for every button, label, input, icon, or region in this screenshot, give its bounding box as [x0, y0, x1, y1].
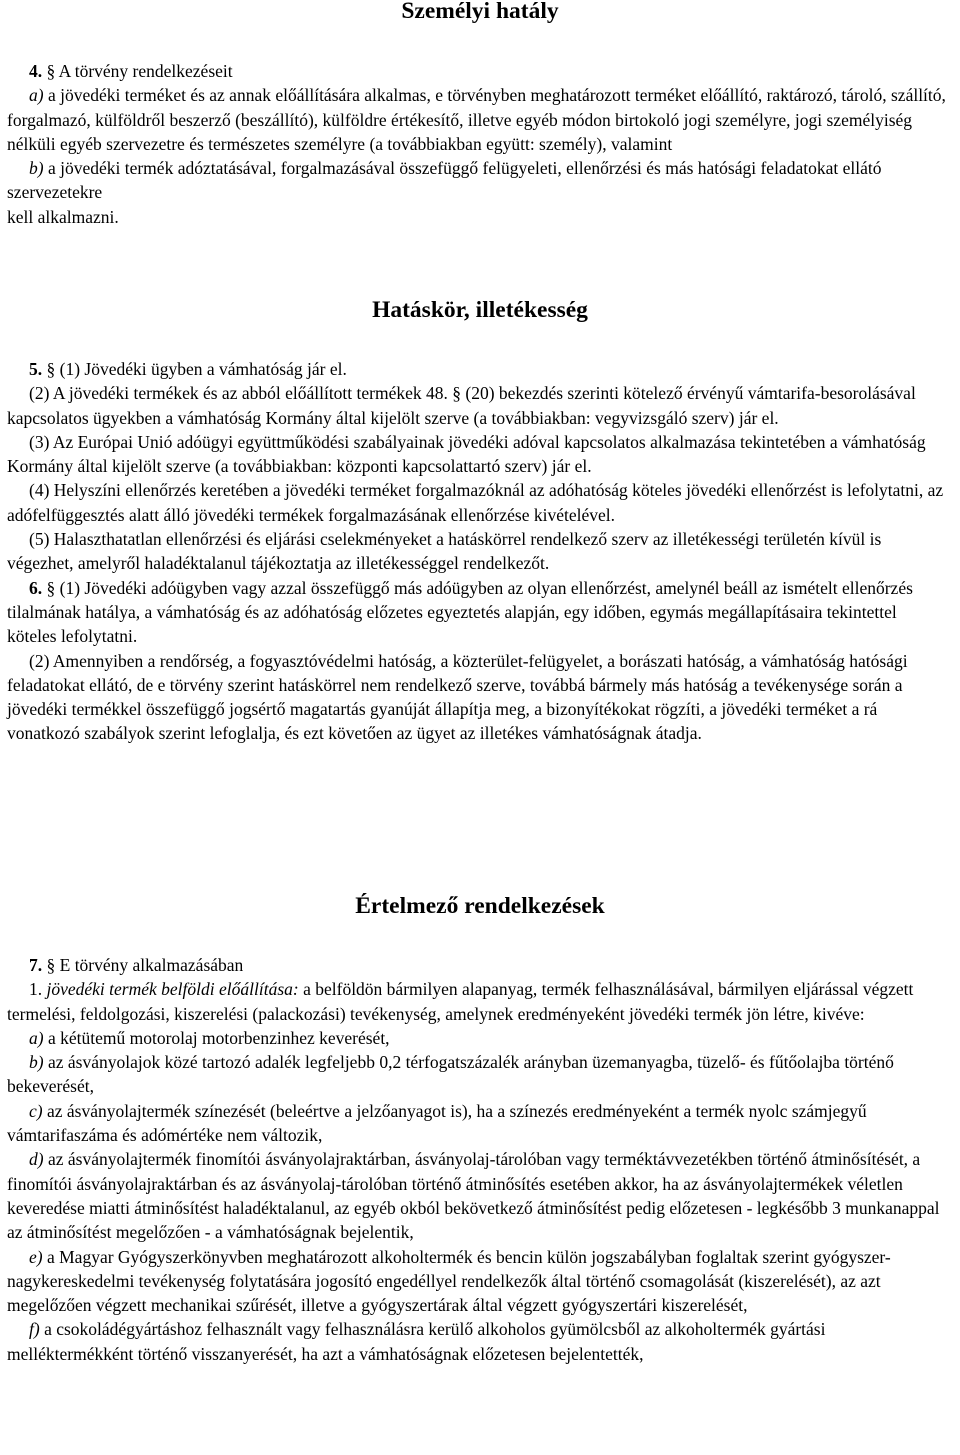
point-label: c): [29, 1100, 43, 1121]
section-4-point-b: b) a jövedéki termék adóztatásával, forgalmazásával összefüggő felügyeleti, ellenőrzési és más hatósági feladatokat ellátó szervezetekre: [7, 158, 882, 203]
definition-1-point-e: e) a Magyar Gyógyszerkönyvben meghatározott alkoholtermék és bencin külön jogszabályban foglaltak szerint gyógyszer-nagykereskedelmi tevékenység folytatására jogosító engedéllyel rendelkezők által történő csomagolását (kiszerelését), az azt megelőzően végzett mechanikai szűrését, illetve a gyógyszertárak által végzett gyógyszertári kiszerelését,: [7, 1246, 891, 1316]
point-label: a): [29, 1027, 44, 1048]
point-label: d): [29, 1149, 44, 1170]
definition-1-point-a: a) a kétütemű motorolaj motorbenzinhez keverését,: [29, 1027, 390, 1048]
section-number: 4.: [29, 61, 43, 81]
section-4-point-a: a) a jövedéki terméket és az annak előállítására alkalmas, e törvényben meghatározott terméket előállító, raktározó, tároló, szállító, forgalmazó, külföldről beszerző (beszállító), külföldre értékesítő, illetve egyéb módon birtokoló jogi személyre, jogi személyiség nélküli egyéb szervezetre és természetes személyre (a továbbiakban együtt: személy), valamint: [7, 85, 946, 154]
section-5-para-2: (2) A jövedéki termékek és az abból előállított termékek 48. § (20) bekezdés szerinti kötelező érvényű vámtarifa-besorolásával kapcsolatos ügyekben a vámhatóság Kormány által kijelölt szerve (a továbbiakban: vegyvizsgáló szerv) jár el.: [7, 383, 916, 428]
point-label: b): [29, 158, 44, 179]
heading-ertelmezo: Értelmező rendelkezések: [355, 893, 605, 919]
defined-term: jövedéki termék belföldi előállítása:: [46, 979, 299, 1000]
point-label: a): [29, 85, 44, 106]
definition-1-point-c: c) az ásványolajtermék színezését (beleértve a jelzőanyagot is), ha a színezés eredményeként a termék nyolc számjegyű vámtarifaszáma és adómértéke nem változik,: [7, 1100, 867, 1146]
section-5-para-3: (3) Az Európai Unió adóügyi együttműködési szabályainak jövedéki adóval kapcsolatos alkalmazása tekintetében a vámhatóság Kormány által kijelölt szerve (a továbbiakban: központi kapcsolattartó szerv) jár el.: [7, 431, 926, 477]
section-4-intro: 4. § A törvény rendelkezéseit: [29, 61, 233, 81]
definition-1-point-f: f) a csokoládégyártáshoz felhasznált vagy felhasználásra kerülő alkoholos gyümölcsből az alkoholtermék gyártási melléktermékként történő visszanyerését, ha azt a vámhatóságnak előzetesen bejelentették,: [7, 1319, 826, 1364]
section-4-closing: kell alkalmazni.: [7, 206, 119, 227]
section-5-6: [7, 357, 948, 746]
section-5-para-4: (4) Helyszíni ellenőrzés keretében a jövedéki terméket forgalmazóknál az adóhatóság köteles jövedéki ellenőrzést is lefolytatni, az adófelfüggesztés alatt álló jövedéki termékek forgalmazásának ellenőrzése kivételével.: [7, 480, 944, 525]
section-6-para-1: 6. § (1) Jövedéki adóügyben vagy azzal összefüggő más adóügyben az olyan ellenőrzést, amelynél beáll az ismételt ellenőrzés tilalmának hatálya, a vámhatóság és az adóhatóság előzetes egyeztetés alapján, egy időben, egymás megállapításaira tekintettel köteles lefolytatni.: [7, 577, 913, 647]
definition-1-point-b: b) az ásványolajok közé tartozó adalék legfeljebb 0,2 térfogatszázalék arányban üzemanyagba, tüzelő- és fűtőolajba történő bekeverését,: [7, 1052, 894, 1097]
section-6-para-2: (2) Amennyiben a rendőrség, a fogyasztóvédelmi hatóság, a közterület-felügyelet, a borászati hatóság, a vámhatóság hatósági feladatokat ellátó, de e törvény szerint hatáskörrel nem rendelkező szerve, továbbá bármely más hatóság a tevékenysége során a jövedéki termékkel összefüggő jogsértő magatartás gyanúját állapítja meg, a bizonyítékokat rögzíti, a jövedéki terméket a rá vonatkozó szabályok szerint lefoglalja, és ezt követően az ügyet az illetékes vámhatóságnak átadja.: [7, 650, 908, 744]
section-7: [7, 953, 948, 1366]
section-7-intro: 7. § E törvény alkalmazásában: [29, 955, 244, 975]
heading-szemelyi-hataly: Személyi hatály: [401, 0, 559, 24]
point-label: b): [29, 1052, 44, 1073]
heading-hataskor: Hatáskör, illetékesség: [372, 297, 588, 323]
definition-1: 1. jövedéki termék belföldi előállítása: a belföldön bármilyen alapanyag, termék felhasználásával, bármilyen eljárással végzett termelési, feldolgozási, kiszerelési (palackozási) tevékenység, amelynek eredményeként jövedéki termék jön létre, kivéve:: [7, 979, 914, 1024]
section-5-para-1: 5. § (1) Jövedéki ügyben a vámhatóság jár el.: [29, 359, 347, 379]
section-4: [7, 59, 948, 229]
point-label: f): [29, 1319, 40, 1340]
point-label: e): [29, 1246, 43, 1267]
section-number: 6.: [29, 577, 43, 598]
definition-1-point-d: d) az ásványolajtermék finomítói ásványolajraktárban, ásványolaj-tárolóban vagy terméktávvezetékben történő átminősítését, a finomítói ásványolajraktárban és az ásványolaj-tárolóban történő átminősítés esetében akkor, ha az ásványolajtermékek véletlen keveredése miatti átminősítést haladéktalanul, az egyéb okból bekövetkező átminősítést pedig előzetesen - legkésőbb 3 munkanappal az átminősítést megelőzően - a vámhatóságnak bejelentik,: [7, 1149, 940, 1243]
section-number: 5.: [29, 359, 43, 379]
section-5-para-5: (5) Halaszthatatlan ellenőrzési és eljárási cselekményeket a hatáskörrel rendelkező szerv az illetékességi területén kívül is végezhet, amelyről haladéktalanul tájékoztatja az illetékességgel rendelkezőt.: [7, 529, 882, 574]
section-number: 7.: [29, 955, 43, 975]
